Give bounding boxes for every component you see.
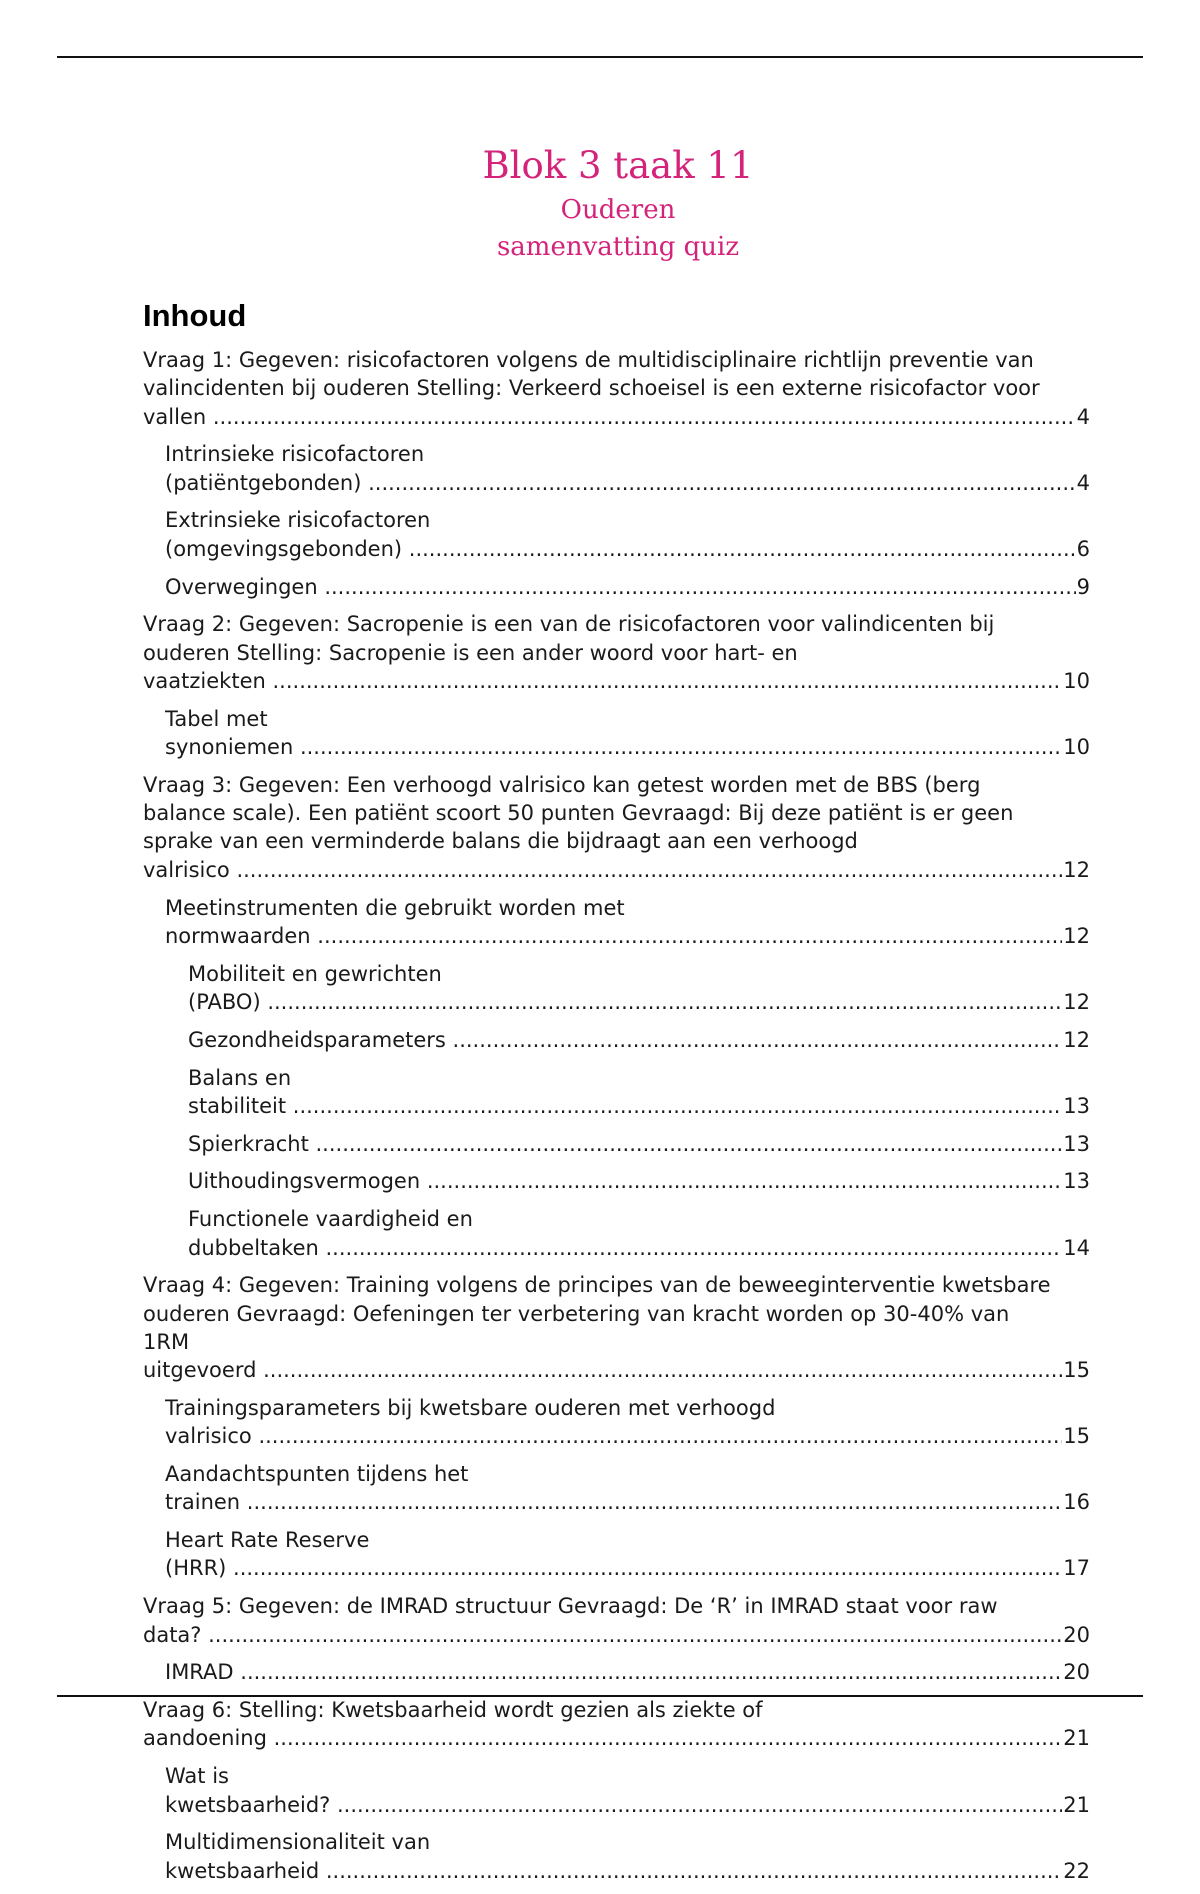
toc-entry-text: Heart Rate Reserve (HRR) ..... [165, 1528, 1090, 1580]
toc-entry[interactable] [165, 1526, 1090, 1583]
toc-entry-page: 6 [1076, 535, 1090, 563]
toc-entry-text: Balans en stabiliteit ..... [188, 1066, 1090, 1118]
toc-entry-page: 22 [1062, 1857, 1090, 1885]
toc-entry[interactable] [165, 1828, 1090, 1885]
toc-entry[interactable] [143, 610, 1090, 695]
footer-rule [57, 1695, 1143, 1697]
toc-entry-page: 4 [1076, 403, 1090, 431]
toc-entry[interactable] [165, 573, 1090, 601]
toc-entry-page: 12 [1062, 1026, 1090, 1054]
toc-entry[interactable] [165, 1460, 1090, 1517]
toc-entry-text: Functionele vaardigheid en dubbeltaken ..... [188, 1207, 1090, 1259]
toc-entry-page: 16 [1062, 1488, 1090, 1516]
toc-entry-text: Meetinstrumenten die gebruikt worden met normwaarden ..... [165, 896, 1090, 948]
toc-entry[interactable] [165, 1394, 1090, 1451]
toc-entry[interactable] [143, 1696, 1090, 1753]
toc-entry-page: 21 [1062, 1791, 1090, 1819]
toc-heading: Inhoud [143, 298, 247, 333]
toc-entry-text: Wat is kwetsbaarheid? ..... [165, 1764, 1090, 1816]
toc-entry[interactable] [165, 506, 1090, 563]
toc-entry-text: Extrinsieke risicofactoren (omgevingsgebonden) ..... [165, 508, 1090, 560]
toc-entry[interactable] [165, 440, 1090, 497]
toc-entry-text: Multidimensionaliteit van kwetsbaarheid ..... [165, 1830, 1090, 1882]
table-of-contents [143, 296, 1090, 1894]
toc-entry-text: Vraag 3: Gegeven: Een verhoogd valrisico kan getest worden met de BBS (berg balance scale). Een patiënt scoort 50 punten Gevraagd: Bij deze patiënt is er geen sprake van een verminderde balans die bijdraagt aan een verhoogd valrisico ..... [143, 773, 1090, 882]
document-subtitle: Ouderen [560, 195, 676, 225]
toc-entry-page: 14 [1062, 1234, 1090, 1262]
toc-entry-page: 4 [1076, 469, 1090, 497]
toc-entry[interactable] [165, 894, 1090, 951]
toc-entry[interactable] [165, 1658, 1090, 1686]
toc-entry-text: Trainingsparameters bij kwetsbare ouderen met verhoogd valrisico ..... [165, 1396, 1090, 1448]
toc-entry-text: Overwegingen ..... [165, 575, 1090, 599]
toc-entry-page: 12 [1062, 856, 1090, 884]
toc-entry-page: 13 [1062, 1167, 1090, 1195]
toc-entry[interactable] [188, 1064, 1090, 1121]
toc-entry-text: Vraag 4: Gegeven: Training volgens de principes van de beweeginterventie kwetsbare ouderen Gevraagd: Oefeningen ter verbetering van kracht worden op 30-40% van 1RM uitgevoerd ..... [143, 1273, 1090, 1382]
toc-entry-text: Mobiliteit en gewrichten (PABO) ..... [188, 962, 1090, 1014]
document-subtitle-2: samenvatting quiz [496, 232, 740, 262]
toc-entry-page: 15 [1062, 1356, 1090, 1384]
toc-entry-text: Aandachtspunten tijdens het trainen ..... [165, 1462, 1090, 1514]
toc-entry[interactable] [143, 346, 1090, 431]
toc-entry-text: Gezondheidsparameters ..... [188, 1028, 1090, 1052]
toc-entry-text: Vraag 5: Gegeven: de IMRAD structuur Gevraagd: De ‘R’ in IMRAD staat voor raw data? ..... [143, 1594, 1090, 1646]
toc-entries [143, 346, 1090, 1885]
header-rule [57, 56, 1143, 58]
toc-entry-page: 10 [1062, 733, 1090, 761]
toc-entry-text: Tabel met synoniemen ..... [165, 707, 1090, 759]
toc-entry[interactable] [143, 771, 1090, 884]
toc-entry-page: 13 [1062, 1092, 1090, 1120]
toc-entry[interactable] [188, 1205, 1090, 1262]
toc-entry-text: IMRAD ..... [165, 1660, 1090, 1684]
toc-entry-text: Uithoudingsvermogen ..... [188, 1169, 1090, 1193]
toc-entry[interactable] [188, 1130, 1090, 1158]
toc-entry-page: 20 [1062, 1621, 1090, 1649]
toc-entry[interactable] [188, 960, 1090, 1017]
toc-entry-page: 9 [1076, 573, 1090, 601]
title-block [0, 140, 1200, 266]
toc-entry-text: Spierkracht ..... [188, 1132, 1090, 1156]
toc-entry-text: Vraag 6: Stelling: Kwetsbaarheid wordt gezien als ziekte of aandoening ..... [143, 1698, 1090, 1750]
toc-entry-page: 21 [1062, 1724, 1090, 1752]
toc-entry[interactable] [165, 1762, 1090, 1819]
toc-entry-text: Vraag 1: Gegeven: risicofactoren volgens de multidisciplinaire richtlijn preventie van valincidenten bij ouderen Stelling: Verkeerd schoeisel is een externe risicofactor voor vallen ..... [143, 348, 1090, 429]
toc-entry-page: 15 [1062, 1422, 1090, 1450]
toc-entry[interactable] [143, 1271, 1090, 1384]
toc-entry[interactable] [188, 1026, 1090, 1054]
toc-entry-page: 12 [1062, 988, 1090, 1016]
toc-entry[interactable] [165, 705, 1090, 762]
toc-entry-text: Intrinsieke risicofactoren (patiëntgebonden) ..... [165, 442, 1090, 494]
toc-entry-text: Vraag 2: Gegeven: Sacropenie is een van de risicofactoren voor valindicenten bij ouderen Stelling: Sacropenie is een ander woord voor hart- en vaatziekten ..... [143, 612, 1090, 693]
toc-entry-page: 10 [1062, 667, 1090, 695]
toc-entry-page: 17 [1062, 1554, 1090, 1582]
toc-entry[interactable] [188, 1167, 1090, 1195]
toc-entry-page: 20 [1062, 1658, 1090, 1686]
toc-entry-page: 13 [1062, 1130, 1090, 1158]
toc-entry-page: 12 [1062, 922, 1090, 950]
document-title: Blok 3 taak 11 [482, 144, 754, 187]
toc-entry[interactable] [143, 1592, 1090, 1649]
